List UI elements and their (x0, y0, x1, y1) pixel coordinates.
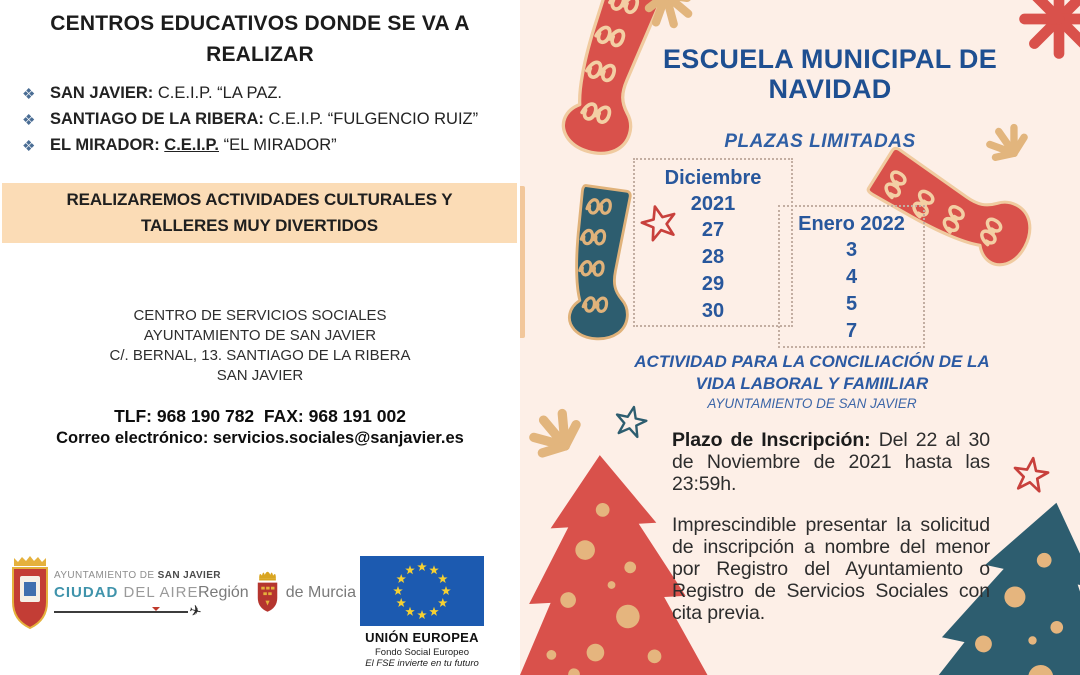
ayuntamiento-de: AYUNTAMIENTO DE (54, 570, 158, 581)
gold-sparkle-icon (970, 105, 1039, 173)
school-town: SANTIAGO DE LA RIBERA: (50, 110, 264, 128)
december-day: 30 (701, 300, 725, 322)
january-dates-box (778, 205, 925, 348)
ayuntamiento-line (54, 570, 221, 581)
address-line: C/. BERNAL, 13. SANTIAGO DE LA RIBERA (109, 347, 411, 364)
january-day: 4 (845, 266, 858, 288)
eu-title: UNIÓN EUROPEA (365, 630, 479, 645)
airplane-icon: ✈ (187, 601, 204, 622)
eu-flag-icon (360, 556, 484, 626)
december-dates-box (633, 158, 793, 327)
list-item (16, 110, 516, 129)
murcia-crest-icon (255, 560, 280, 626)
san-javier: SAN JAVIER (157, 570, 221, 581)
january-day: 5 (845, 293, 858, 315)
list-item (16, 84, 516, 103)
list-item (16, 136, 516, 155)
registration-note: Imprescindible presentar la solicitud de inscripción a nombre del menor por Registro del Ayuntamiento o Registro de Servicios Sociales con cita previa. (672, 514, 990, 624)
school-list (16, 84, 516, 162)
diamond-bullet-icon: ❖ (22, 112, 36, 129)
school-name: C.E.I.P. “LA PAZ. (153, 84, 282, 102)
ciudad-del-aire-line (54, 584, 206, 601)
activities-banner: REALIZAREMOS ACTIVIDADES CULTURALES Y TALLERES MUY DIVERTIDOS (2, 183, 517, 243)
diamond-bullet-icon: ❖ (22, 86, 36, 103)
school-town: EL MIRADOR: (50, 136, 165, 154)
deadline-label: Plazo de Inscripción: (672, 429, 871, 451)
deadline-text: Del 22 al 30 de Noviembre de 2021 hasta las 23:59h. (672, 429, 990, 495)
school-name: C.E.I.P. “FULGENCIO RUIZ” (263, 110, 479, 128)
december-year: 2021 (690, 193, 736, 215)
del-aire: DEL AIRE (118, 584, 199, 601)
page-title: CENTROS EDUCATIVOS DONDE SE VA A REALIZAR (50, 12, 470, 66)
eu-logo (356, 556, 488, 669)
event-title: ESCUELA MUNICIPAL DE NAVIDAD (662, 44, 998, 104)
inscription-deadline (672, 429, 990, 495)
murcia-logo (198, 556, 356, 630)
ciudad: CIUDAD (54, 584, 119, 601)
december-day: 28 (701, 246, 725, 268)
limited-places-note: PLAZAS LIMITADAS (724, 131, 916, 152)
december-day: 27 (701, 219, 725, 241)
right-page (520, 0, 1080, 675)
address-block (30, 306, 490, 386)
conciliation-line2: VIDA LABORAL Y FAMIILIAR (695, 374, 929, 393)
left-page (0, 0, 520, 675)
tan-strip-decoration (520, 186, 525, 338)
school-town: SAN JAVIER: (50, 84, 154, 102)
december-day: 29 (701, 273, 725, 295)
address-line: CENTRO DE SERVICIOS SOCIALES (133, 307, 387, 324)
san-javier-logo-text (54, 570, 221, 622)
address-line: SAN JAVIER (216, 367, 304, 384)
school-name: “EL MIRADOR” (219, 136, 337, 154)
runway-dash (54, 611, 188, 613)
conciliation-line1: ACTIVIDAD PARA LA CONCILIACIÓN DE LA (634, 352, 990, 371)
january-day: 7 (845, 320, 858, 342)
diamond-bullet-icon: ❖ (22, 138, 36, 155)
december-month: Diciembre (664, 167, 762, 189)
eu-motto: El FSE invierte en tu futuro (365, 658, 479, 669)
email-line: Correo electrónico: servicios.sociales@sanjavier.es (56, 429, 464, 447)
runway-line (54, 601, 204, 622)
school-ceip: C.E.I.P. (164, 136, 220, 154)
de-murcia-label: de Murcia (285, 584, 356, 601)
eu-subtitle: Fondo Social Europeo (374, 647, 469, 658)
ayuntamiento-note: AYUNTAMIENTO DE SAN JAVIER (707, 396, 917, 411)
phone-fax-line: TLF: 968 190 782 FAX: 968 191 002 (114, 406, 406, 426)
january-header: Enero 2022 (798, 213, 905, 235)
region-label: Región (198, 584, 249, 601)
san-javier-crest-icon (10, 556, 50, 632)
january-day: 3 (845, 239, 858, 261)
address-line: AYUNTAMIENTO DE SAN JAVIER (143, 327, 377, 344)
